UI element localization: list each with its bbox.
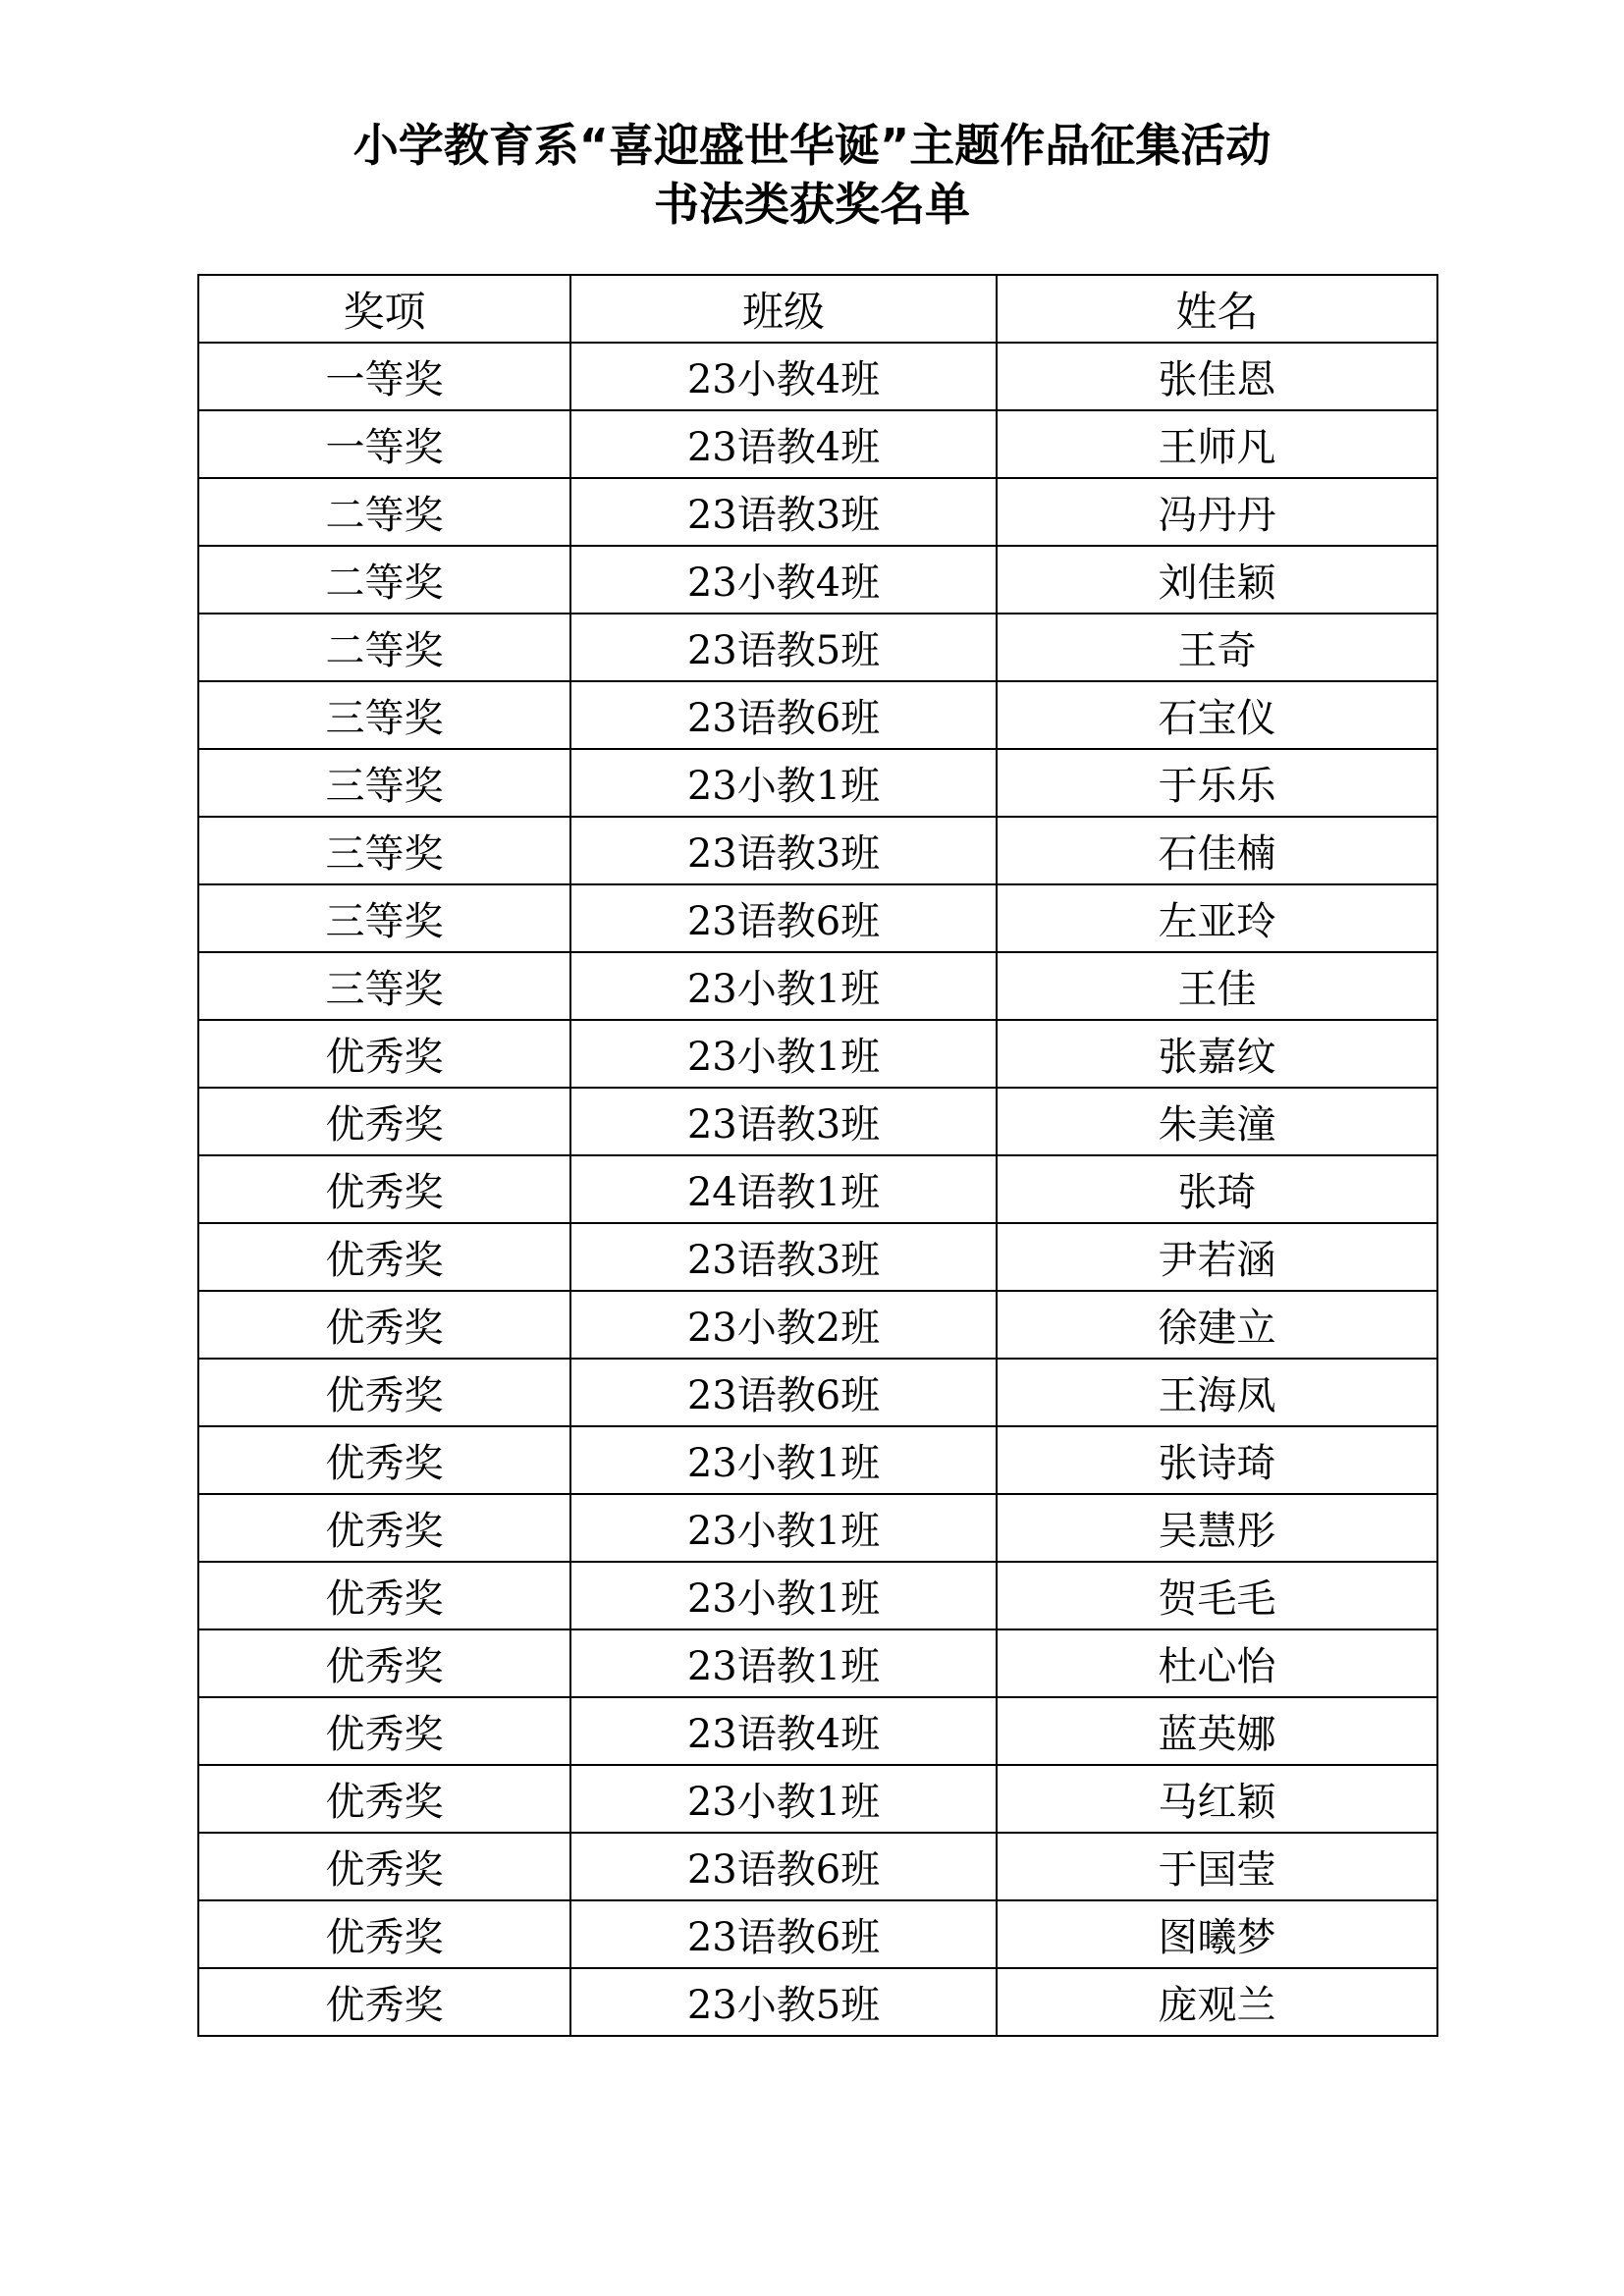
class-cell: 23小教1班 bbox=[570, 1562, 997, 1629]
table-row bbox=[198, 817, 1437, 884]
document-title: 小学教育系“喜迎盛世华诞”主题作品征集活动 bbox=[352, 119, 1272, 172]
class-cell: 23语教6班 bbox=[570, 1833, 997, 1900]
award-cell: 三等奖 bbox=[198, 884, 570, 952]
class-cell: 23语教4班 bbox=[570, 1697, 997, 1765]
name-cell: 张诗琦 bbox=[997, 1426, 1437, 1494]
name-cell: 冯丹丹 bbox=[997, 478, 1437, 546]
awards-table bbox=[197, 274, 1438, 2037]
table-row bbox=[198, 1900, 1437, 1968]
class-cell: 23语教6班 bbox=[570, 1359, 997, 1426]
table-row bbox=[198, 1697, 1437, 1765]
award-cell: 一等奖 bbox=[198, 410, 570, 478]
class-cell: 23语教4班 bbox=[570, 410, 997, 478]
award-cell: 三等奖 bbox=[198, 817, 570, 884]
award-cell: 优秀奖 bbox=[198, 1562, 570, 1629]
award-cell: 三等奖 bbox=[198, 749, 570, 817]
table-row bbox=[198, 1359, 1437, 1426]
award-cell: 二等奖 bbox=[198, 614, 570, 681]
class-cell: 23小教2班 bbox=[570, 1291, 997, 1359]
award-cell: 优秀奖 bbox=[198, 1968, 570, 2036]
name-cell: 张嘉纹 bbox=[997, 1020, 1437, 1088]
table-row bbox=[198, 1155, 1437, 1223]
name-cell: 张琦 bbox=[997, 1155, 1437, 1223]
class-cell: 23语教6班 bbox=[570, 884, 997, 952]
award-cell: 优秀奖 bbox=[198, 1359, 570, 1426]
class-cell: 23语教6班 bbox=[570, 1900, 997, 1968]
class-cell: 23语教3班 bbox=[570, 817, 997, 884]
name-cell: 于乐乐 bbox=[997, 749, 1437, 817]
name-cell: 王海凤 bbox=[997, 1359, 1437, 1426]
class-cell: 23语教3班 bbox=[570, 478, 997, 546]
document-subtitle: 书法类获奖名单 bbox=[654, 178, 970, 231]
award-cell: 三等奖 bbox=[198, 952, 570, 1020]
award-cell: 优秀奖 bbox=[198, 1697, 570, 1765]
class-cell: 23小教4班 bbox=[570, 343, 997, 410]
table-row bbox=[198, 1562, 1437, 1629]
table-row bbox=[198, 952, 1437, 1020]
class-cell: 23小教1班 bbox=[570, 1494, 997, 1562]
class-cell: 23小教1班 bbox=[570, 1765, 997, 1833]
table-row bbox=[198, 343, 1437, 410]
name-cell: 王佳 bbox=[997, 952, 1437, 1020]
name-cell: 尹若涵 bbox=[997, 1223, 1437, 1291]
table-row bbox=[198, 410, 1437, 478]
award-cell: 优秀奖 bbox=[198, 1291, 570, 1359]
name-cell: 图曦梦 bbox=[997, 1900, 1437, 1968]
award-cell: 优秀奖 bbox=[198, 1223, 570, 1291]
award-cell: 二等奖 bbox=[198, 546, 570, 614]
table-row bbox=[198, 1088, 1437, 1155]
table-row bbox=[198, 546, 1437, 614]
class-cell: 23语教5班 bbox=[570, 614, 997, 681]
class-cell: 23小教1班 bbox=[570, 749, 997, 817]
header-class: 班级 bbox=[570, 275, 997, 343]
name-cell: 石宝仪 bbox=[997, 681, 1437, 749]
table-row bbox=[198, 1968, 1437, 2036]
header-name: 姓名 bbox=[997, 275, 1437, 343]
class-cell: 23语教3班 bbox=[570, 1088, 997, 1155]
table-row bbox=[198, 614, 1437, 681]
class-cell: 24语教1班 bbox=[570, 1155, 997, 1223]
name-cell: 于国莹 bbox=[997, 1833, 1437, 1900]
class-cell: 23语教6班 bbox=[570, 681, 997, 749]
table-body bbox=[198, 343, 1437, 2036]
name-cell: 左亚玲 bbox=[997, 884, 1437, 952]
table-row bbox=[198, 478, 1437, 546]
table-row bbox=[198, 681, 1437, 749]
class-cell: 23小教1班 bbox=[570, 1020, 997, 1088]
award-cell: 优秀奖 bbox=[198, 1900, 570, 1968]
class-cell: 23小教1班 bbox=[570, 952, 997, 1020]
class-cell: 23小教1班 bbox=[570, 1426, 997, 1494]
name-cell: 刘佳颖 bbox=[997, 546, 1437, 614]
table-header-row bbox=[198, 275, 1437, 343]
table-row bbox=[198, 1223, 1437, 1291]
name-cell: 庞观兰 bbox=[997, 1968, 1437, 2036]
table-row bbox=[198, 1291, 1437, 1359]
table-row bbox=[198, 1629, 1437, 1697]
award-cell: 优秀奖 bbox=[198, 1426, 570, 1494]
name-cell: 王奇 bbox=[997, 614, 1437, 681]
award-cell: 优秀奖 bbox=[198, 1765, 570, 1833]
award-cell: 优秀奖 bbox=[198, 1020, 570, 1088]
table-row bbox=[198, 1426, 1437, 1494]
name-cell: 吴慧彤 bbox=[997, 1494, 1437, 1562]
table-row bbox=[198, 884, 1437, 952]
award-cell: 优秀奖 bbox=[198, 1494, 570, 1562]
table-row bbox=[198, 1833, 1437, 1900]
award-cell: 优秀奖 bbox=[198, 1629, 570, 1697]
class-cell: 23小教5班 bbox=[570, 1968, 997, 2036]
award-cell: 优秀奖 bbox=[198, 1833, 570, 1900]
header-award: 奖项 bbox=[198, 275, 570, 343]
class-cell: 23小教4班 bbox=[570, 546, 997, 614]
award-cell: 一等奖 bbox=[198, 343, 570, 410]
award-cell: 三等奖 bbox=[198, 681, 570, 749]
award-cell: 二等奖 bbox=[198, 478, 570, 546]
table-row bbox=[198, 1765, 1437, 1833]
class-cell: 23语教1班 bbox=[570, 1629, 997, 1697]
table-row bbox=[198, 1020, 1437, 1088]
name-cell: 马红颖 bbox=[997, 1765, 1437, 1833]
name-cell: 张佳恩 bbox=[997, 343, 1437, 410]
name-cell: 石佳楠 bbox=[997, 817, 1437, 884]
table-row bbox=[198, 749, 1437, 817]
name-cell: 王师凡 bbox=[997, 410, 1437, 478]
name-cell: 朱美潼 bbox=[997, 1088, 1437, 1155]
name-cell: 贺毛毛 bbox=[997, 1562, 1437, 1629]
award-cell: 优秀奖 bbox=[198, 1088, 570, 1155]
table-row bbox=[198, 1494, 1437, 1562]
name-cell: 杜心怡 bbox=[997, 1629, 1437, 1697]
class-cell: 23语教3班 bbox=[570, 1223, 997, 1291]
award-cell: 优秀奖 bbox=[198, 1155, 570, 1223]
name-cell: 徐建立 bbox=[997, 1291, 1437, 1359]
name-cell: 蓝英娜 bbox=[997, 1697, 1437, 1765]
